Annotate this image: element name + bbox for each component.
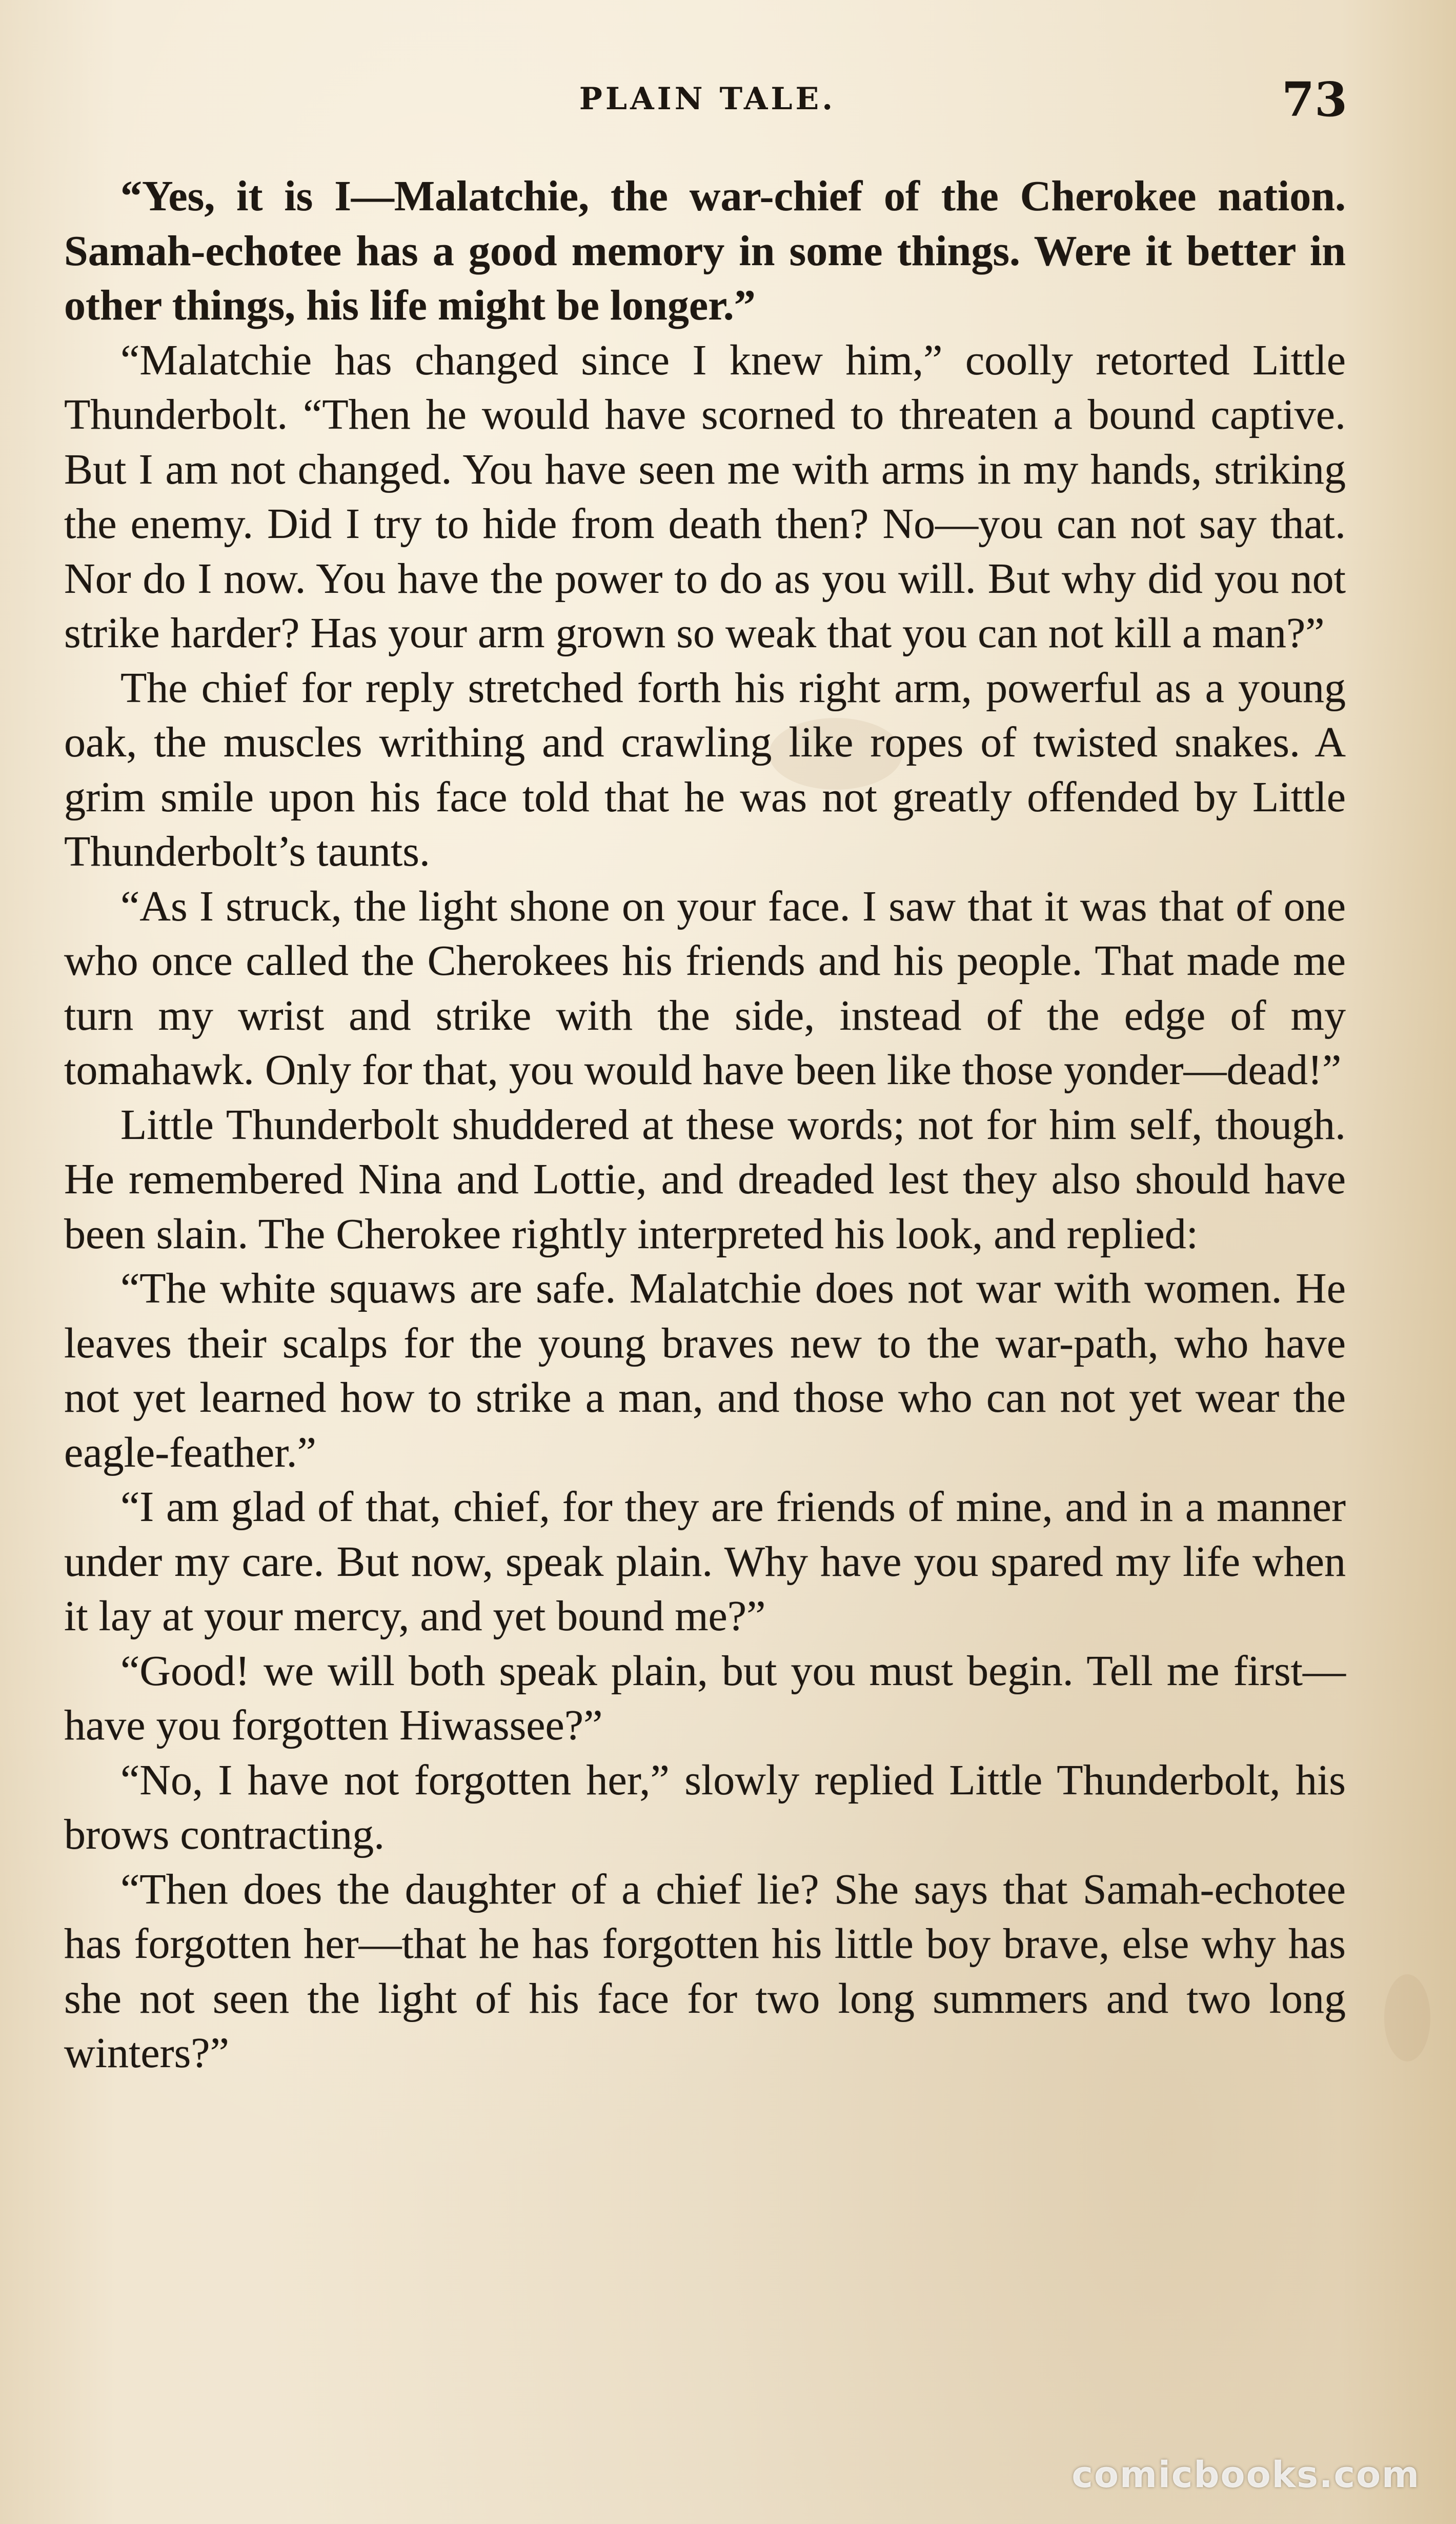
paper-stain <box>1384 1974 1430 2061</box>
running-head <box>62 72 1353 128</box>
paragraph: “The white squaws are safe. Malatchie does not war with women. He leaves their scalps for the young braves new to the war-path, who have not yet learned how to strike a man, and those who can not yet wear the eagle-feather.” <box>64 1265 1346 1476</box>
paragraph: The chief for reply stretched forth his right arm, powerful as a young oak, the muscles writhing and crawling like ropes of twisted snakes. A grim smile upon his face told that he was not greatly offended by Little Thunderbolt’s taunts. <box>64 664 1346 875</box>
paragraph: “Yes, it is I—Malatchie, the war-chief of the Cherokee nation. Samah-echotee has a good memory in some things. Were it better in other things, his life might be longer.” <box>64 172 1346 329</box>
paragraph: “I am glad of that, chief, for they are friends of mine, and in a manner under my care. But now, speak plain. Why have you spared my life when it lay at your mercy, and yet bound me?” <box>64 1483 1346 1640</box>
paragraph: “No, I have not forgotten her,” slowly replied Little Thunderbolt, his brows contracting. <box>64 1756 1346 1858</box>
paragraph: “As I struck, the light shone on your face. I saw that it was that of one who once called the Cherokees his friends and his people. That made me turn my wrist and strike with the side, instead of the edge of my tomahawk. Only for that, you would have been like those yonder—dead!” <box>64 882 1346 1094</box>
page-number: 73 <box>1281 72 1347 127</box>
paragraph: Little Thunderbolt shuddered at these words; not for him self, though. He remembered Nina and Lottie, and dreaded lest they also should have been slain. The Cherokee rightly interpreted his look, and replied: <box>64 1100 1346 1258</box>
watermark: comicbooks.com <box>1071 2454 1420 2496</box>
paragraph: “Malatchie has changed since I knew him,” coolly retorted Little Thunderbolt. “Then he would have scorned to threaten a bound captive. But I am not changed. You have seen me with arms in my hands, striking the enemy. Did I try to hide from death then? No—you can not say that. Nor do I now. You have the power to do as you will. But why did you not strike harder? Has your arm grown so weak that you can not kill a man?” <box>64 336 1346 657</box>
paragraph: “Then does the daughter of a chief lie? She says that Samah-echotee has forgotten her—that he has forgotten his little boy brave, else why has she not seen the light of his face for two long summers and two long winters?” <box>64 1865 1346 2077</box>
running-title: PLAIN TALE. <box>579 81 836 117</box>
paragraph: “Good! we will both speak plain, but you must begin. Tell me first—have you forgotten Hiwassee?” <box>64 1647 1346 1749</box>
text-body <box>64 169 1346 2081</box>
